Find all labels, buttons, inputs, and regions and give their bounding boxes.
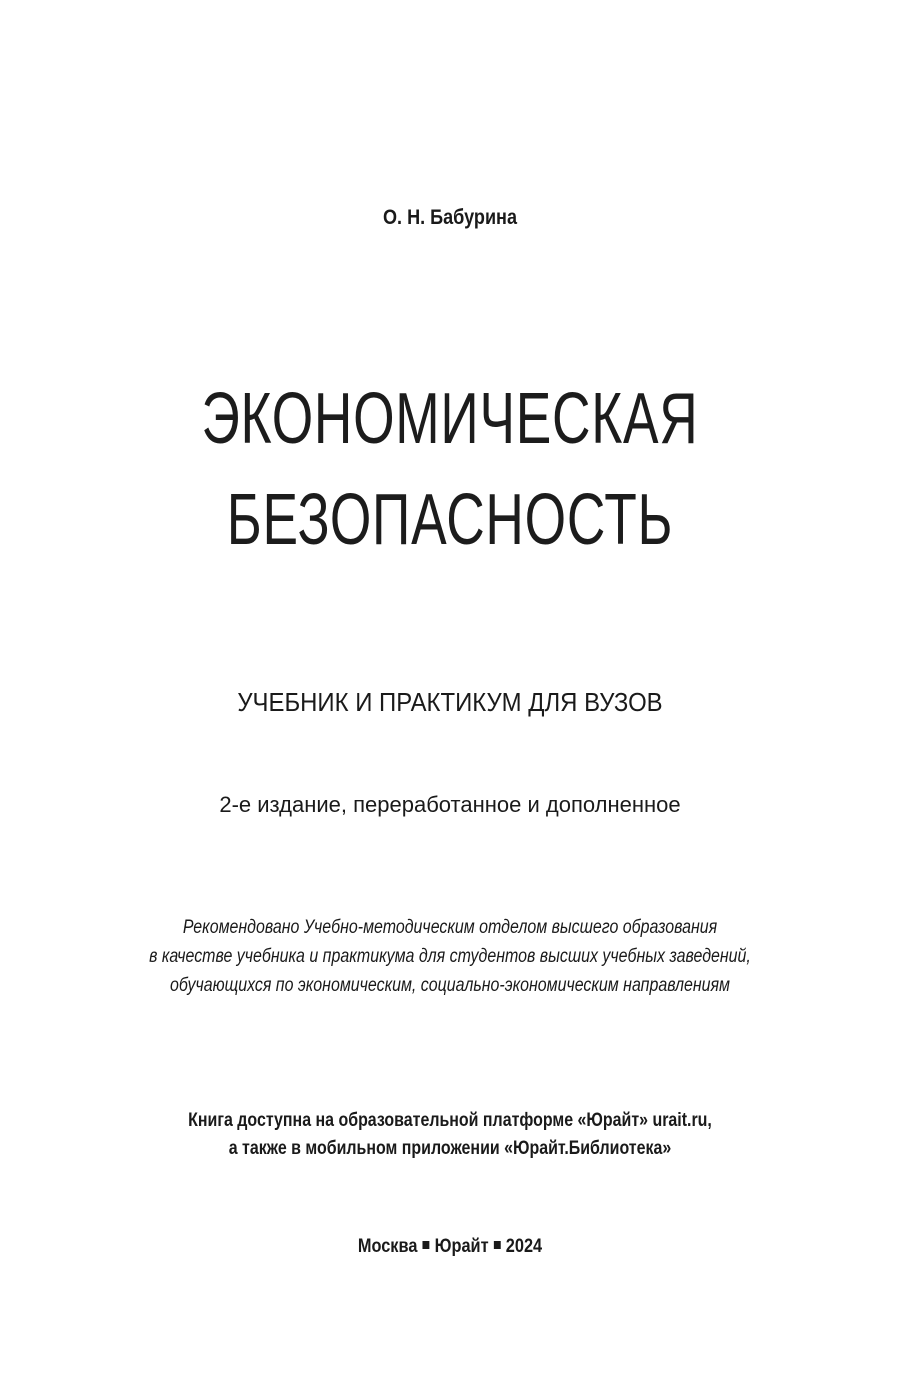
imprint-year: 2024: [505, 1236, 543, 1257]
availability-line-1: Книга доступна на образовательной платформе «Юрайт» urait.ru,: [188, 1110, 712, 1131]
recommendation-line-1: Рекомендовано Учебно-методическим отделом высшего образования: [182, 917, 718, 938]
square-separator-icon: [494, 1241, 501, 1249]
edition-info: 2-е издание, переработанное и дополненное: [219, 792, 681, 817]
availability-line-2: а также в мобильном приложении «Юрайт.Библиотека»: [228, 1138, 672, 1159]
recommendation-line-3: обучающихся по экономическим, социально-экономическим направлениям: [169, 975, 731, 996]
book-title-line-1: ЭКОНОМИЧЕСКАЯ: [201, 379, 699, 459]
square-separator-icon: [423, 1241, 430, 1249]
imprint: [63, 1236, 837, 1258]
book-title-line-2: БЕЗОПАСНОСТЬ: [226, 480, 674, 560]
book-subtitle: УЧЕБНИК И ПРАКТИКУМ ДЛЯ ВУЗОВ: [237, 687, 663, 717]
recommendation-line-2: в качестве учебника и практикума для студентов высших учебных заведений,: [149, 946, 751, 967]
imprint-publisher: Юрайт: [434, 1236, 489, 1257]
author-name: О. Н. Бабурина: [383, 206, 517, 229]
imprint-city: Москва: [357, 1236, 418, 1257]
